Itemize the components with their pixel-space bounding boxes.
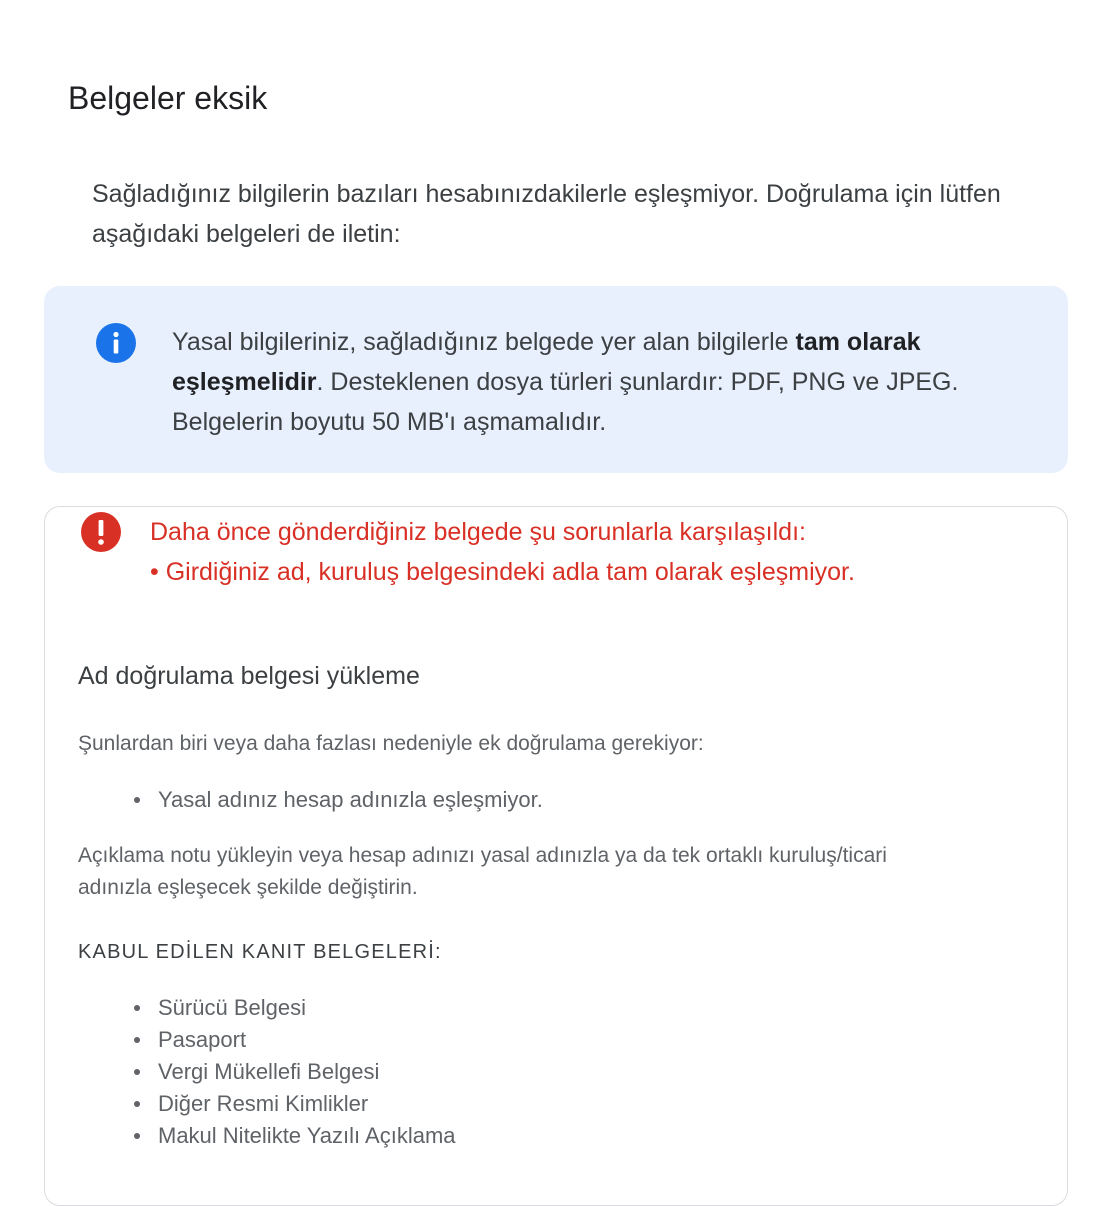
info-text-end: . Desteklenen dosya türleri şunlardır: PDF, PNG ve JPEG. Belgelerin boyutu 50 MB'ı aşmamalıdır. [172, 368, 959, 436]
section-note: Açıklama notu yükleyin veya hesap adınızı yasal adınızla ya da tek ortaklı kuruluş/ticari adınızla eşleşecek şekilde değiştirin. [78, 844, 887, 899]
info-icon [96, 323, 136, 363]
accepted-documents-heading: KABUL EDİLEN KANIT BELGELERİ: [78, 941, 442, 963]
list-item: Yasal adınız hesap adınızla eşleşmiyor. [132, 784, 543, 816]
reasons-list [132, 784, 543, 816]
error-heading: Daha önce gönderdiğiniz belgede şu sorunlarla karşılaşıldı: [150, 518, 806, 546]
accepted-documents-list [132, 992, 456, 1152]
list-item: Makul Nitelikte Yazılı Açıklama [132, 1120, 456, 1152]
list-item: Pasaport [132, 1024, 456, 1056]
info-text [172, 322, 1032, 442]
page-title: Belgeler eksik [68, 80, 268, 116]
error-icon [81, 512, 121, 552]
info-text-emphasis: tam olarak eşleşmelidir [172, 328, 921, 396]
section-title: Ad doğrulama belgesi yükleme [78, 662, 420, 690]
list-item: Vergi Mükellefi Belgesi [132, 1056, 456, 1088]
list-item: Diğer Resmi Kimlikler [132, 1088, 456, 1120]
section-description: Şunlardan biri veya daha fazlası nedeniyle ek doğrulama gerekiyor: [78, 732, 704, 755]
list-item: Sürücü Belgesi [132, 992, 456, 1024]
error-item: • Girdiğiniz ad, kuruluş belgesindeki adla tam olarak eşleşmiyor. [150, 558, 855, 586]
intro-text: Sağladığınız bilgilerin bazıları hesabınızdakilerle eşleşmiyor. Doğrulama için lütfen aşağıdaki belgeleri de iletin: [92, 180, 1001, 248]
info-text-start: Yasal bilgileriniz, sağladığınız belgede yer alan bilgilerle [172, 328, 796, 356]
